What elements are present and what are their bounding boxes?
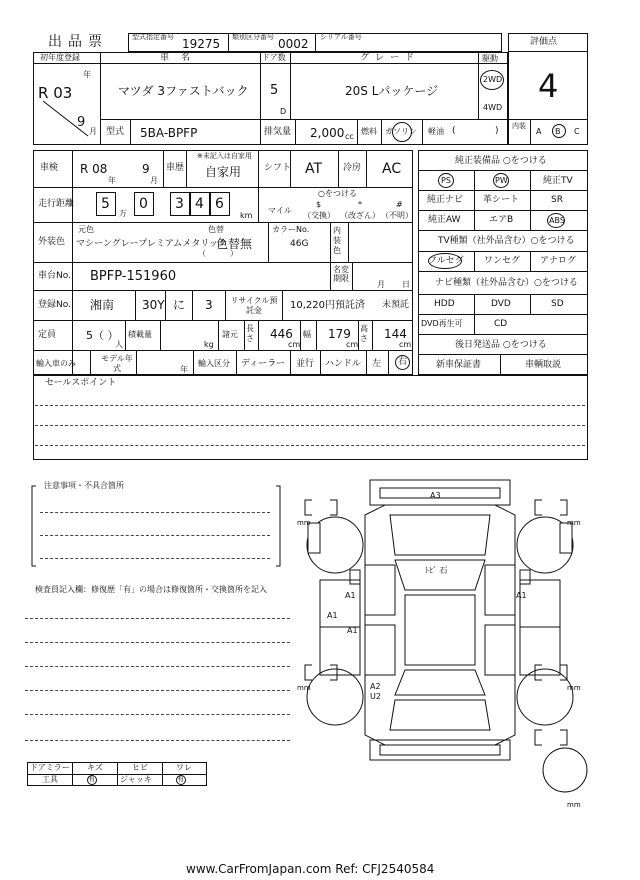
sales-point-box	[33, 375, 588, 460]
mileage-exchange: （交換）	[303, 211, 335, 220]
equip-navi: 純正ナビ	[427, 195, 464, 205]
footer-watermark: www.CarFromJapan.com Ref: CFJ2540584	[186, 862, 435, 876]
exterior-label: 外装色	[38, 237, 66, 247]
car-damage-diagram	[290, 475, 590, 815]
notes-bracket	[30, 480, 290, 570]
first-reg-label: 初年度登録	[40, 53, 80, 62]
steering-label: ハンドル	[325, 359, 362, 369]
navi-dvd: DVD	[491, 299, 511, 309]
damage-a2: A2	[370, 682, 381, 691]
inspection-label: 車検	[40, 163, 59, 173]
equip-leather: 革シート	[483, 195, 520, 205]
tools-mirror: ドアミラー	[30, 763, 70, 772]
mm-front-right: mm	[567, 519, 581, 527]
equip-sr: SR	[551, 195, 563, 205]
later-warranty: 新車保証書	[436, 360, 482, 370]
doors-label: ドア数	[262, 53, 286, 62]
mileage-digit-1: 5	[101, 196, 110, 212]
equip-airbag: エアB	[489, 215, 514, 225]
damage-a1-left2: A1	[327, 611, 338, 620]
history-value: 自家用	[205, 165, 242, 179]
mm-rear-right: mm	[567, 684, 581, 692]
recycle-value: 10,220円預託済	[290, 300, 365, 311]
displacement-value: 2,000	[310, 126, 345, 140]
displacement-label: 排気量	[264, 127, 292, 137]
genuine-header: 純正装備品 ○をつける	[455, 156, 547, 166]
tv-oneseg: ワンセグ	[484, 256, 521, 266]
type-cert-value: 19275	[182, 37, 221, 51]
tools-broken: ワレ	[176, 763, 192, 772]
tools-jack: ジャッキ	[120, 775, 152, 784]
colorno-label: カラーNo.	[272, 225, 310, 234]
later-header: 後日発送品 ○をつける	[455, 340, 547, 350]
regno-kana: に	[173, 298, 186, 312]
regno-area: 湘南	[90, 298, 115, 312]
inspection-month: 9	[142, 162, 150, 176]
navi-sd: SD	[551, 299, 564, 309]
class-value: 0002	[278, 37, 309, 51]
regno-label: 登録No.	[38, 300, 71, 310]
damage-windshield: ﾄﾋﾞ 石	[425, 566, 448, 575]
width-label: 幅	[303, 330, 311, 339]
regno-class: 30Y	[142, 298, 165, 312]
mileage-digit-5: 6	[215, 196, 224, 212]
mileage-digit-4: 4	[195, 196, 204, 212]
mileage-unknown: （不明）	[381, 211, 413, 220]
mm-spare: mm	[567, 801, 581, 809]
mileage-mile: マイル	[268, 206, 292, 215]
damage-u2: U2	[370, 692, 381, 701]
steering-left: 左	[372, 359, 382, 369]
diesel-label: 軽油	[428, 127, 444, 136]
import-class-label: 輸入区分	[198, 359, 230, 368]
capacity-label: 定員	[38, 330, 57, 340]
regno-number: 3	[205, 298, 213, 312]
chassis-label: 車台No.	[38, 271, 71, 281]
tv-analog: アナログ	[540, 256, 577, 266]
interior-color-label: 内装色	[333, 226, 341, 255]
ac-value: AC	[382, 161, 402, 177]
mm-front-left: mm	[297, 519, 311, 527]
mileage-label: 走行距離	[38, 199, 75, 209]
tools-tools: 工具	[42, 775, 58, 784]
serial-label: シリアル番号	[320, 33, 362, 41]
history-label: 車歴	[166, 163, 185, 173]
length-label: 長さ	[246, 324, 254, 343]
equip-pw: PW	[495, 176, 508, 185]
orig-color-label: 元色	[78, 225, 94, 234]
tone-label: 色替	[208, 225, 224, 234]
type-cert-label: 型式指定番号	[132, 33, 174, 41]
ac-label: 冷房	[343, 163, 362, 173]
tools-scratch: キズ	[87, 763, 103, 772]
name-change-label: 名変期限	[333, 265, 349, 283]
import-dealer: ディーラー	[241, 359, 286, 369]
equip-tv: 純正TV	[543, 176, 573, 186]
fuel-label: 燃料	[361, 127, 377, 136]
model-value: 5BA-BPFP	[140, 126, 198, 140]
notes-label: 注意事項・不具合箇所	[44, 481, 124, 490]
history-note: ※未記入は自家用	[197, 152, 252, 160]
damage-a1-left: A1	[345, 591, 356, 600]
orig-color-value: マシーングレープレミアムメタリック	[76, 239, 227, 249]
grade-value: 20S Lパッケージ	[345, 84, 439, 98]
load-label: 積載量	[128, 330, 152, 339]
equip-abs: ABS	[549, 216, 565, 225]
shift-value: AT	[305, 161, 323, 177]
colorno-value: 46G	[290, 239, 309, 249]
navi-cd: CD	[494, 319, 508, 329]
mileage-digit-2: 0	[139, 196, 148, 212]
fuel-value: ガソリン	[385, 127, 417, 136]
damage-a3: A3	[430, 491, 441, 500]
recycle-label: リサイクル預託金	[230, 296, 278, 315]
import-parallel: 並行	[296, 359, 315, 369]
navi-dvd-player: DVD再生可	[421, 319, 463, 328]
later-manual: 車輌取説	[525, 360, 562, 370]
height-label: 高さ	[360, 324, 368, 343]
chassis-value: BPFP-151960	[90, 269, 177, 284]
import-label: 輸入車のみ	[36, 359, 76, 368]
tools-crack: ヒビ	[132, 763, 148, 772]
length-value: 446	[270, 327, 293, 341]
tv-header: TV種類（社外品含む）○をつける	[438, 236, 575, 246]
form-title: 出品票	[48, 34, 108, 50]
car-name-label: 車名	[160, 53, 203, 63]
sales-point-label: セールスポイント	[45, 378, 117, 388]
car-name-value: マツダ 3ファストバック	[118, 84, 249, 98]
grade-label: グレード	[360, 53, 421, 63]
doors-value: 5	[270, 83, 279, 98]
damage-a1-mid: A1	[347, 626, 358, 635]
first-reg-era-year: R 03	[38, 84, 73, 102]
first-reg-month: 9	[77, 115, 86, 130]
interior-label: 内装	[512, 122, 526, 130]
shift-label: シフト	[264, 163, 292, 173]
damage-a1-right: A1	[516, 591, 527, 600]
height-value: 144	[384, 327, 407, 341]
class-label: 類別区分番号	[232, 33, 274, 41]
mileage-digit-3: 3	[175, 196, 184, 212]
width-value: 179	[328, 327, 351, 341]
tv-fullseg: フルセグ	[428, 256, 464, 266]
score-label: 評価点	[530, 37, 558, 47]
dims-label: 諸元	[222, 330, 238, 339]
model-label: 型式	[106, 127, 125, 137]
equip-aw: 純正AW	[428, 215, 461, 225]
navi-header: ナビ種類（社外品含む）○をつける	[435, 278, 578, 288]
mm-rear-left: mm	[297, 684, 311, 692]
equip-ps: PS	[441, 176, 451, 185]
tone-value: 色替無	[216, 237, 253, 251]
model-year-label: モデル年式	[101, 354, 133, 373]
drive-label: 駆動	[482, 54, 498, 63]
capacity-value: 5（ ）	[86, 329, 119, 342]
inspection-value: R 08	[80, 162, 108, 176]
steering-right: 右	[398, 357, 408, 367]
recycle-unpaid: 未預託	[382, 300, 410, 310]
mileage-tamper: （改ざん）	[340, 211, 380, 220]
inspector-label: 検査員記入欄：修復歴「有」の場合は修復箇所・交換箇所を記入	[35, 585, 267, 594]
navi-hdd: HDD	[434, 299, 455, 309]
score-value: 4	[538, 67, 559, 105]
mileage-mark-note: ○をつける	[318, 189, 357, 198]
